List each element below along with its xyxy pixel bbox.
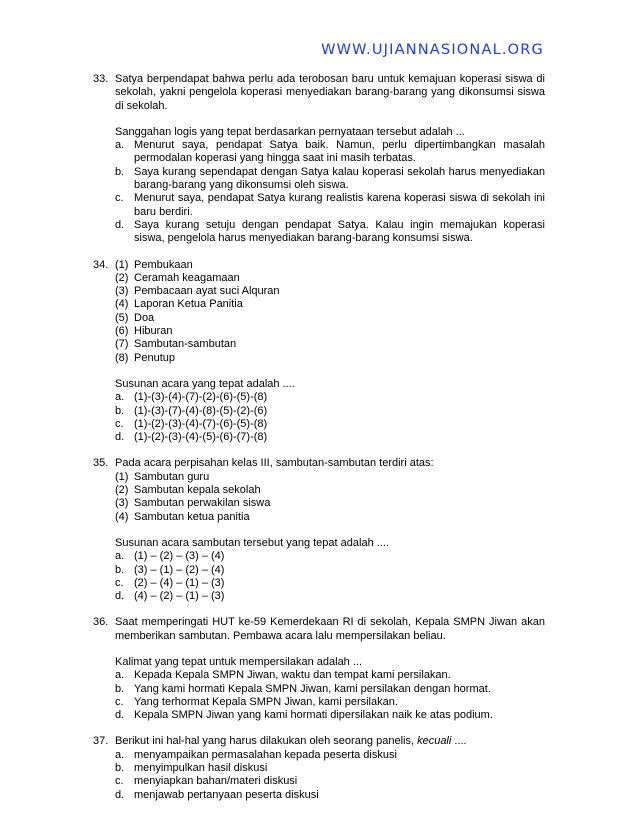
option-text: Menurut saya, pendapat Satya baik. Namun, perlu dipertimbangkan masalah permodalan koperasi yang hingga saat ini masih terbatas.: [134, 139, 545, 165]
list-mark: (4): [115, 510, 129, 523]
option-mark: a.: [115, 391, 125, 404]
list-text: Pembacaan ayat suci Alquran: [134, 285, 280, 298]
question-prompt: Kalimat yang tepat untuk mempersilakan adalah ...: [115, 655, 363, 668]
option-mark: c.: [115, 417, 124, 430]
option-mark: a.: [115, 139, 125, 152]
option-b: [115, 762, 545, 775]
question-stem: Saat memperingati HUT ke-59 Kemerdekaan RI di sekolah, Kepala SMPN Jiwan akan memberikan sambutan. Pembawa acara lalu mempersilakan beliau.: [115, 616, 545, 642]
list-item: [115, 497, 545, 510]
list-mark: (1): [115, 258, 129, 271]
option-d: [115, 431, 545, 444]
list-mark: (4): [115, 298, 129, 311]
question-number: 35.: [93, 457, 109, 470]
option-mark: b.: [115, 682, 125, 695]
list-mark: (2): [115, 271, 129, 284]
list-item: [115, 285, 545, 298]
option-text: menyimpulkan hasil diskusi: [134, 762, 268, 775]
question-stem: Pada acara perpisahan kelas III, sambutan-sambutan terdiri atas:: [115, 457, 434, 470]
option-a: [115, 749, 545, 762]
option-text: (1)-(3)-(7)-(4)-(8)-(5)-(2)-(6): [134, 404, 268, 417]
option-mark: c.: [115, 695, 124, 708]
option-text: (1)-(2)-(3)-(4)-(7)-(6)-(5)-(8): [134, 417, 268, 430]
option-mark: d.: [115, 709, 125, 722]
list-item: [115, 352, 545, 365]
option-text: menyiapkan bahan/materi diskusi: [134, 775, 298, 788]
question-number: 36.: [93, 616, 109, 629]
option-c: [115, 577, 545, 590]
list-text: Sambutan kepala sekolah: [134, 484, 261, 497]
list-mark: (8): [115, 351, 129, 364]
option-b: [115, 564, 545, 577]
option-c: [115, 418, 545, 431]
option-b: [115, 166, 545, 193]
question-prompt: Susunan acara yang tepat adalah ....: [115, 377, 295, 390]
list-text: Pembukaan: [134, 258, 193, 271]
question-body: [93, 73, 545, 815]
list-text: Penutup: [134, 351, 175, 364]
option-mark: b.: [115, 165, 125, 178]
list-item: [115, 325, 545, 338]
option-text: (4) – (2) – (1) – (3): [134, 590, 225, 603]
option-d: [115, 590, 545, 603]
question-stem: Satya berpendapat bahwa perlu ada terobosan baru untuk kemajuan koperasi siswa di sekolah, yakni pengelola koperasi menyediakan barang-barang yang dikonsumsi siswa di sekolah.: [115, 73, 545, 112]
option-text: menyampaikan permasalahan kepada peserta diskusi: [134, 748, 397, 761]
question-34: [93, 259, 545, 445]
option-text: menjawab pertanyaan peserta diskusi: [134, 788, 319, 801]
option-d: [115, 789, 545, 802]
option-a: [115, 139, 545, 166]
option-c: [115, 696, 545, 709]
list-item: [115, 338, 545, 351]
option-mark: d.: [115, 218, 125, 231]
option-a: [115, 391, 545, 404]
stem-emphasis: kecuali: [417, 735, 452, 748]
option-mark: d.: [115, 590, 125, 603]
option-c: [115, 775, 545, 788]
option-mark: c.: [115, 775, 124, 788]
option-text: Saya kurang setuju dengan pendapat Satya. Kalau ingin memajukan koperasi siswa, pengelola harus menyediakan barang-barang konsumsi siswa.: [134, 218, 545, 245]
list-text: Sambutan ketua panitia: [134, 510, 250, 523]
option-mark: b.: [115, 404, 125, 417]
question-prompt: Sanggahan logis yang tepat berdasarkan pernyataan tersebut adalah ...: [115, 125, 465, 138]
question-33: [93, 73, 545, 246]
option-text: Menurut saya, pendapat Satya kurang realistis karena koperasi siswa di sekolah ini baru berdiri.: [134, 192, 545, 218]
option-text: (1)-(2)-(3)-(4)-(5)-(6)-(7)-(8): [134, 431, 268, 444]
list-text: Hiburan: [134, 325, 173, 338]
list-mark: (6): [115, 325, 129, 338]
option-text: Yang terhormat Kepala SMPN Jiwan, kami persilakan.: [134, 695, 398, 708]
stem-text: Berikut ini hal-hal yang harus dilakukan oleh seorang panelis,: [115, 735, 418, 748]
option-text: (1)-(3)-(4)-(7)-(2)-(6)-(5)-(8): [134, 391, 268, 404]
list-text: Laporan Ketua Panitia: [134, 298, 243, 311]
option-d: [115, 709, 545, 722]
list-item: [115, 484, 545, 497]
option-mark: c.: [115, 576, 124, 589]
question-36: [93, 616, 545, 722]
option-mark: d.: [115, 788, 125, 801]
option-mark: b.: [115, 563, 125, 576]
list-mark: (2): [115, 484, 129, 497]
list-text: Sambutan perwakilan siswa: [134, 497, 271, 510]
option-a: [115, 550, 545, 563]
option-text: Kepada Kepala SMPN Jiwan, waktu dan tempat kami persilakan.: [134, 669, 451, 682]
question-stem: [115, 735, 545, 748]
list-item: [115, 259, 545, 272]
list-item: [115, 471, 545, 484]
list-mark: (3): [115, 497, 129, 510]
option-b: [115, 405, 545, 418]
option-text: (2) – (4) – (1) – (3): [134, 576, 225, 589]
list-mark: (1): [115, 470, 129, 483]
option-mark: c.: [115, 192, 124, 205]
question-prompt: Susunan acara sambutan tersebut yang tepat adalah ....: [115, 536, 389, 549]
option-a: [115, 669, 545, 682]
question-37: [93, 735, 545, 801]
list-item: [115, 298, 545, 311]
option-b: [115, 683, 545, 696]
list-item: [115, 511, 545, 524]
question-35: [93, 457, 545, 603]
site-header[interactable]: WWW.UJIANNASIONAL.ORG: [321, 42, 544, 58]
list-mark: (5): [115, 311, 129, 324]
list-item: [115, 312, 545, 325]
option-c: [115, 192, 545, 219]
list-text: Doa: [134, 311, 155, 324]
option-d: [115, 219, 545, 246]
option-mark: a.: [115, 550, 125, 563]
stem-ending: ....: [451, 735, 467, 748]
question-number: 33.: [93, 73, 109, 85]
list-item: [115, 272, 545, 285]
option-text: Kepala SMPN Jiwan yang kami hormati dipersilakan naik ke atas podium.: [134, 709, 493, 722]
option-mark: b.: [115, 762, 125, 775]
option-mark: a.: [115, 669, 125, 682]
list-mark: (7): [115, 338, 129, 351]
option-text: Saya kurang sependapat dengan Satya kalau koperasi sekolah harus menyediakan barang-barang yang dikonsumsi oleh siswa.: [134, 165, 545, 192]
option-text: Yang kami hormati Kepala SMPN Jiwan, kami persilakan dengan hormat.: [134, 682, 491, 695]
option-mark: a.: [115, 748, 125, 761]
list-mark: (3): [115, 285, 129, 298]
question-number: 37.: [93, 735, 109, 748]
question-number: 34.: [93, 258, 109, 271]
list-text: Ceramah keagamaan: [134, 271, 240, 284]
option-mark: d.: [115, 431, 125, 444]
option-text: (1) – (2) – (3) – (4): [134, 550, 225, 563]
list-text: Sambutan guru: [134, 470, 210, 483]
list-text: Sambutan-sambutan: [134, 338, 237, 351]
option-text: (3) – (1) – (2) – (4): [134, 563, 225, 576]
